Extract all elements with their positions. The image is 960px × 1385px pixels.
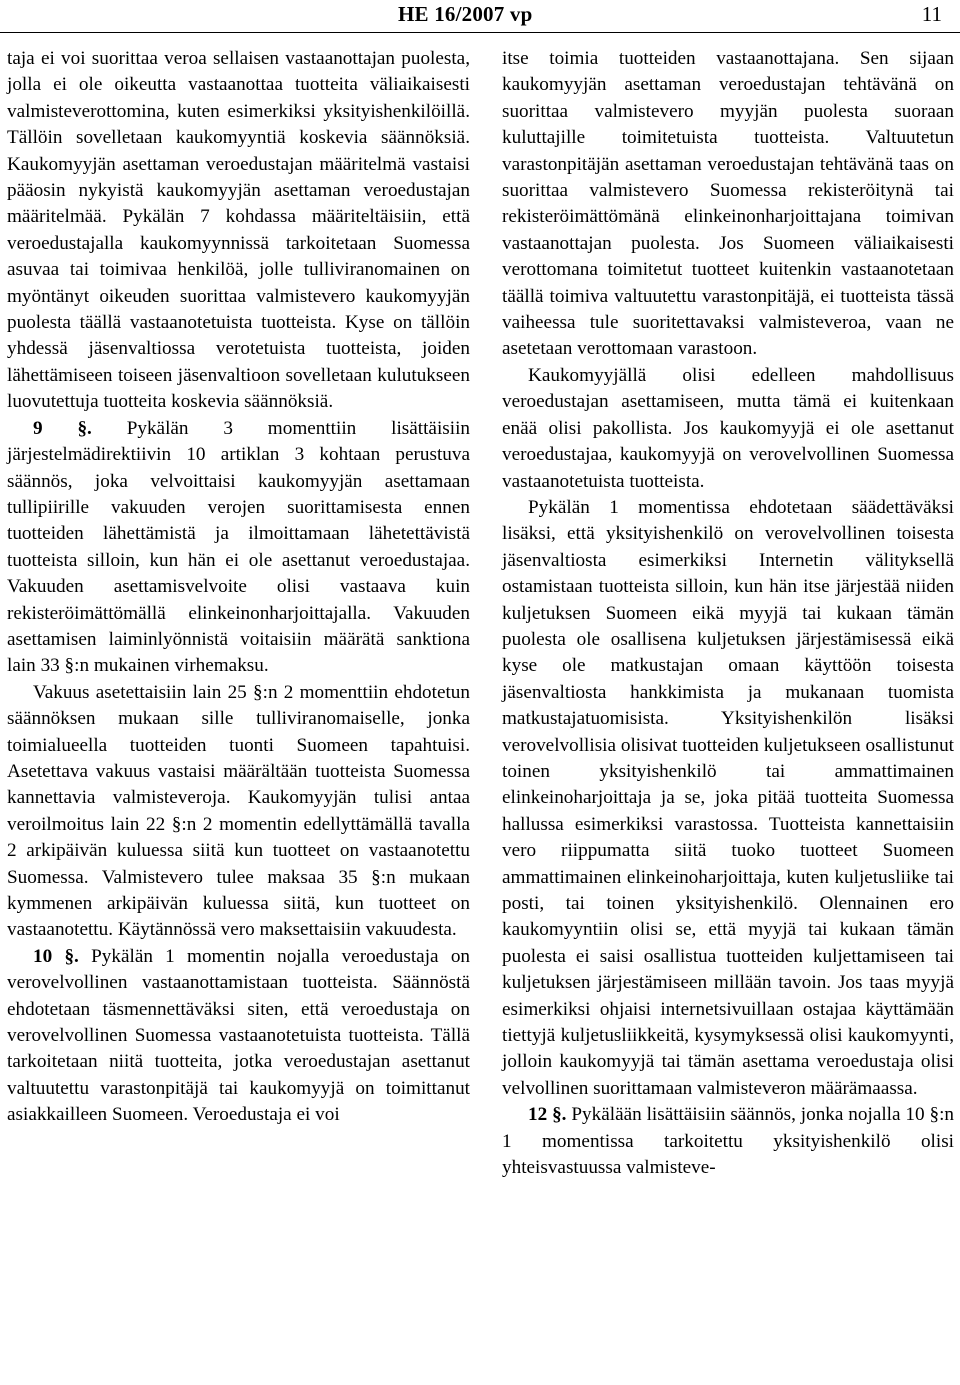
right-paragraph-2: Kaukomyyjällä olisi edelleen mahdollisuus veroedustajan asettamiseen, mutta tämä ei kuitenkaan enää olisi pakollista. Jos kaukomyyjä ei ole asettanut veroedustajaa, kaukomyyjä on verovelvollinen Suomessa vastaanotetuista tuotteista. (502, 364, 954, 492)
right-paragraph-3: Pykälän 1 momentissa ehdotetaan säädettäväksi lisäksi, että yksityishenkilö on verovelvollinen toisesta jäsenvaltiosta esimerkiksi Internetin välityksellä ostamistaan tuotteista silloin, kun hän itse järjestää niiden kuljetuksen Suomeen eikä myyjä tai kukaan tämän puolesta ole osallisena kuljetuksen järjestämisessä eikä kyse ole matkustajan omaan käyttöön toisesta jäsenvaltiosta hankkimista ja mukanaan tuomista matkustajatuomisista. Yksityishenkilön lisäksi verovelvollisia olisivat tuotteiden kuljetukseen osallistunut toinen yksityishenkilö tai ammattimainen elinkeinoharjoittaja ja se, joka pitää tuotteita Suomessa hallussa esimerkiksi varastossa. Tuotteista kannettaisiin vero riippumatta siitä tuoko tuotteet Suomeen ammattimainen elinkeinoharjoittaja, kuten kuljetusliike tai posti, tai toinen yksityishenkilö. Olennainen ero kaukomyyntiin olisi se, että myyjä tai kukaan tämän puolesta ei saisi osallistua tuotteiden kuljettamiseen tai kuljetuksen järjestämiseen millään tavoin. Jos taas myyjä esimerkiksi ohjaisi internetsivuillaan ostajaa käyttämään tiettyjä kuljetusliikkeitä, kysymyksessä olisi kaukomyynti, jolloin kaukomyyjä tai tämän asettama veroedustaja olisi velvollinen suorittamaan valmisteveron määrämaassa. (502, 496, 954, 1099)
left-paragraph-3: Vakuus asetettaisiin lain 25 §:n 2 momenttiin ehdotetun säännöksen mukaan sille tulliviranomaiselle, jonka toimialueella tuotteiden tuonti Suomeen tapahtuisi. Asetettava vakuus vastaisi määrältään tuotteista Suomessa kannettavia valmisteveroja. Kaukomyyjän tulisi antaa veroilmoitus lain 22 §:n 2 momentin edellyttämällä tavalla 2 arkipäivän kuluessa siitä kun tuotteet on vastaanotettu Suomessa. Valmistevero tulee maksaa 35 §:n mukaan kymmenen arkipäivän kuluessa siitä, kun tuotteet on vastaanotettu. Käytännössä vero maksettaisiin vakuudesta. (7, 681, 470, 941)
page-header (0, 0, 960, 36)
left-paragraph-2 (7, 416, 470, 680)
right-paragraph-1: itse toimia tuotteiden vastaanottajana. Sen sijaan kaukomyyjän asettaman veroedustajan tehtävänä on suorittaa valmistevero myyjän puolesta suoraan kuluttajille toimitetuista tuotteista. Valtuutetun varastonpitäjän asettaman veroedustajan tehtävänä taas on suorittaa valmistevero Suomessa rekisteröitynä tai rekisteröimättömänä elinkeinonharjoittajana toimivan vastaanottajan puolesta. Jos Suomeen väliaikaisesti verottomana toimitetut tuotteet kuitenkin vastaanotetaan täällä toimiva valtuutettu varastonpitäjä, ei tuotteista tässä vaiheessa tule suoritettavaksi valmisteveroa, vaan ne asetetaan verottomaan varastoon. (502, 48, 954, 360)
header-rule (0, 32, 960, 33)
left-column (7, 46, 470, 1129)
section-9-text: Pykälän 3 momenttiin lisättäisiin järjestelmädirektiivin 10 artiklan 3 kohtaan perustuva säännös, joka velvoittaisi kaukomyyjän asettamaan tullipiirille vakuuden verojen suorittamisesta ennen tuotteiden lähettämistä ja ilmoittamaan lähetettävistä tuotteista silloin, kun hän ei ole asettanut veroedustajaa. Vakuuden asettamisvelvoite olisi vastaava kuin rekisteröimättömällä elinkeinonharjoittajalla. Vakuuden asettamisen laiminlyönnistä voitaisiin määrätä sanktiona lain 33 §:n mukainen virhemaksu. (7, 417, 471, 677)
left-paragraph-1: taja ei voi suorittaa veroa sellaisen vastaanottajan puolesta, jolla ei ole oikeutta vastaanottaa tuotteita väliaikaisesti valmisteverottomina, kuten esimerkiksi yksityishenkilöillä. Tällöin sovelletaan kaukomyyntiä koskevia säännöksiä. Kaukomyyjän asettaman veroedustajan määritelmä vastaisi pääosin nykyistä kaukomyyjän asettaman veroedustajan määritelmää. Pykälän 7 kohdassa määriteltäisiin, että veroedustajalla kaukomyynnissä tarkoitetaan Suomessa asuvaa tai toimivaa henkilöä, jolle tulliviranomainen on myöntänyt oikeuden suorittaa valmistevero kaukomyyjän puolesta täällä vastaanotetuista tuotteista. Kyse on tällöin yhdessä jäsenvaltiossa verotetuista tuotteista, joiden lähettämiseen toiseen jäsenvaltioon sovelletaan kulutukseen luovutettuja tuotteita koskevia säännöksiä. (7, 48, 470, 413)
section-10-text: Pykälän 1 momentin nojalla veroedustaja on verovelvollinen vastaanottamistaan tuotteista. Säännöstä ehdotetaan täsmennettäväksi siten, että veroedustaja on verovelvollinen Suomessa vastaanotetuista tuotteista. Tällä tarkoitetaan niitä tuotteita, jotka veroedustajan asettanut valtuutettu varastonpitäjä tai kaukomyyjä on toimittanut asiakkailleen Suomeen. Veroedustaja ei voi (7, 945, 471, 1126)
left-paragraph-4 (7, 944, 470, 1129)
right-column (502, 46, 954, 1181)
document-id: HE 16/2007 vp (398, 2, 533, 26)
right-paragraph-4 (502, 1102, 954, 1181)
section-12-text: Pykälään lisättäisiin säännös, jonka nojalla 10 §:n 1 momentissa tarkoitettu yksityishenkilö olisi yhteisvastuussa valmisteve- (502, 1104, 954, 1179)
page-number: 11 (921, 2, 942, 26)
section-9-heading: 9 §. (33, 417, 92, 439)
section-12-heading: 12 §. (528, 1104, 567, 1126)
section-10-heading: 10 §. (33, 945, 79, 967)
